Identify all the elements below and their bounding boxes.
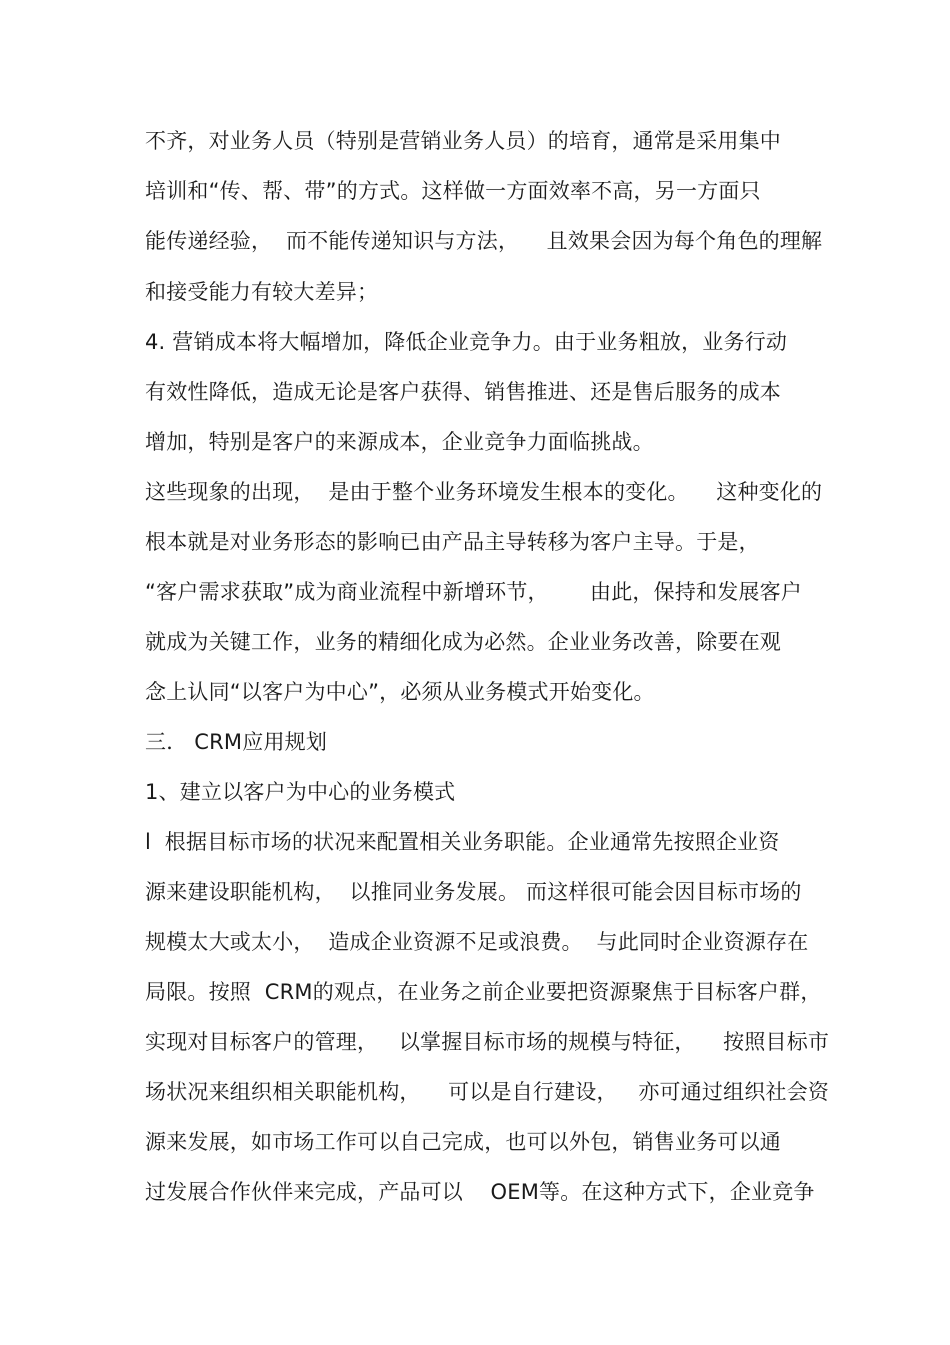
text-line: 有效性降低，造成无论是客户获得、销售推进、还是售后服务的成本: [145, 380, 781, 404]
text-line: 根本就是对业务形态的影响已由产品主导转移为客户主导。于是，: [145, 530, 760, 554]
text-line: 源来建设职能机构， 以推同业务发展。 而这样很可能会因目标市场的: [145, 880, 802, 904]
text-line: 能传递经验， 而不能传递知识与方法， 且效果会因为每个角色的理解: [145, 229, 823, 253]
text-line: 念上认同“以客户为中心”，必须从业务模式开始变化。: [145, 680, 655, 704]
text-line: 和接受能力有较大差异；: [145, 280, 379, 304]
section-heading: 三． CRM应用规划: [145, 730, 328, 754]
text-line: 增加，特别是客户的来源成本，企业竞争力面临挑战。: [145, 430, 654, 454]
text-line: l 根据目标市场的状况来配置相关业务职能。企业通常先按照企业资: [145, 830, 780, 854]
text-line: 场状况来组织相关职能机构， 可以是自行建设， 亦可通过组织社会资: [145, 1080, 830, 1104]
text-line: 实现对目标客户的管理， 以掌握目标市场的规模与特征， 按照目标市: [145, 1030, 830, 1054]
text-line: “客户需求获取”成为商业流程中新增环节， 由此，保持和发展客户: [145, 580, 803, 604]
subsection-heading: 1、建立以客户为中心的业务模式: [145, 780, 456, 804]
text-line: 4. 营销成本将大幅增加，降低企业竞争力。由于业务粗放，业务行动: [145, 330, 788, 354]
text-line: 培训和“传、帮、带”的方式。这样做一方面效率不高，另一方面只: [145, 179, 761, 203]
text-line: 局限。按照 CRM的观点，在业务之前企业要把资源聚焦于目标客户群，: [145, 980, 822, 1004]
text-line: 规模太大或太小， 造成企业资源不足或浪费。 与此同时企业资源存在: [145, 930, 809, 954]
text-line: 就成为关键工作，业务的精细化成为必然。企业业务改善，除要在观: [145, 630, 781, 654]
text-line: 不齐，对业务人员（特别是营销业务人员）的培育，通常是采用集中: [145, 129, 781, 153]
text-line: 过发展合作伙伴来完成，产品可以 OEM等。在这种方式下，企业竞争: [145, 1180, 815, 1204]
text-line: 源来发展，如市场工作可以自己完成，也可以外包，销售业务可以通: [145, 1130, 781, 1154]
text-line: 这些现象的出现， 是由于整个业务环境发生根本的变化。 这种变化的: [145, 480, 823, 504]
